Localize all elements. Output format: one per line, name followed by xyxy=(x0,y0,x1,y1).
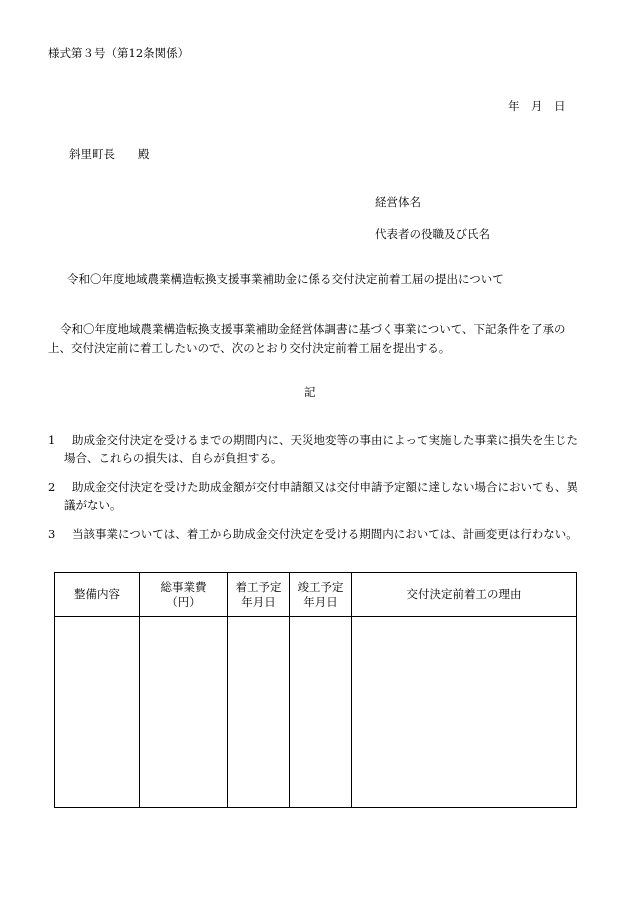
condition-text: 助成金交付決定を受けた助成金額が交付申請額又は交付申請予定額に達しない場合においても、異議がない。 xyxy=(64,480,578,512)
table-header-row xyxy=(55,573,577,617)
condition-item-3 xyxy=(48,525,580,543)
form-number: 様式第３号（第12条関係） xyxy=(48,46,190,60)
cell-reason[interactable] xyxy=(352,617,577,808)
condition-item-2 xyxy=(48,478,580,514)
header-content: 整備内容 xyxy=(55,573,140,617)
project-table xyxy=(54,572,577,808)
cell-completion-date[interactable] xyxy=(290,617,352,808)
cell-total-cost[interactable] xyxy=(140,617,228,808)
header-total-cost: 総事業費 （円） xyxy=(140,573,228,617)
condition-number: 1 xyxy=(48,433,56,447)
recipient: 斜里町長 殿 xyxy=(69,147,150,161)
condition-text: 助成金交付決定を受けるまでの期間内に、天災地変等の事由によって実施した事業に損失を生じた場合、これらの損失は、自らが負担する。 xyxy=(64,433,578,465)
table-row xyxy=(55,617,577,808)
condition-item-1 xyxy=(48,431,580,467)
condition-number: 3 xyxy=(48,527,56,541)
condition-number: 2 xyxy=(48,480,56,494)
document-title: 令和〇年度地域農業構造転換支援事業補助金に係る交付決定前着工届の提出について xyxy=(67,272,504,286)
header-completion-date: 竣工予定 年月日 xyxy=(290,573,352,617)
date-line: 年 月 日 xyxy=(508,99,566,113)
cell-content[interactable] xyxy=(55,617,140,808)
representative-label: 代表者の役職及び氏名 xyxy=(375,227,490,241)
ki-heading: 記 xyxy=(304,385,316,399)
body-text: 令和〇年度地域農業構造転換支援事業補助金経営体調書に基づく事業について、下記条件を了承の上、交付決定前に着工したいので、次のとおり交付決定前着工届を提出する。 xyxy=(48,322,566,355)
header-reason: 交付決定前着工の理由 xyxy=(352,573,577,617)
condition-text: 当該事業については、着工から助成金交付決定を受ける期間内においては、計画変更は行わない。 xyxy=(72,527,578,541)
cell-start-date[interactable] xyxy=(228,617,290,808)
header-start-date: 着工予定 年月日 xyxy=(228,573,290,617)
entity-name-label: 経営体名 xyxy=(375,195,421,209)
